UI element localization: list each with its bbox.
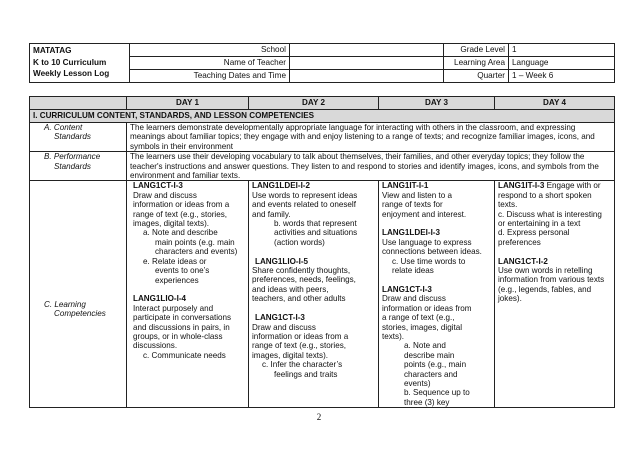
day4-line: (e.g., legends, fables, and — [498, 284, 592, 294]
day1-line: and discussions in pairs, in — [133, 322, 230, 332]
section-heading: I. CURRICULUM CONTENT, STANDARDS, AND LESSON COMPETENCIES — [30, 110, 615, 123]
day-1-competencies — [127, 181, 249, 408]
header-table — [29, 43, 615, 83]
day4-line: d. Express personal — [498, 228, 570, 238]
page-number: 2 — [316, 412, 322, 422]
day2-line: Draw and discuss — [252, 322, 316, 332]
day3-line: Draw and discuss — [382, 294, 446, 304]
learning-competencies-label-2: Competencies — [54, 309, 106, 319]
day-2-header: DAY 2 — [249, 97, 379, 110]
day1-line: discussions. — [133, 341, 178, 351]
day3-sub-b: three (3) key — [404, 397, 450, 407]
day4-line: Use own words in retelling — [498, 266, 593, 276]
day2-sub-c: feelings and traits — [274, 369, 338, 379]
day2-sub-b: activities and situations — [274, 228, 358, 238]
quarter-label: Quarter — [444, 70, 509, 83]
spacer — [133, 285, 245, 294]
day-1-header: DAY 1 — [127, 97, 249, 110]
day1-code-2: LANG1LIO-I-4 — [133, 294, 187, 304]
day3-sub-b: b. Sequence up to — [404, 388, 470, 398]
school-value[interactable] — [290, 44, 444, 57]
day3-line: Use language to express — [382, 237, 472, 247]
day3-code-3: LANG1CT-I-3 — [382, 284, 432, 294]
day-3-header: DAY 3 — [379, 97, 495, 110]
day1-line: images, digital texts). — [133, 219, 210, 229]
day2-sub-b: (action words) — [274, 237, 325, 247]
day3-line: View and listen to a — [382, 190, 453, 200]
day1-sub-a: a. Note and describe — [143, 228, 218, 238]
day2-line: and family. — [252, 209, 291, 219]
lesson-log-table — [29, 96, 615, 408]
day4-line: respond to a short spoken — [498, 190, 592, 200]
day4-line: information from various texts — [498, 275, 605, 285]
school-label: School — [130, 44, 290, 57]
day4-line: preferences — [498, 237, 541, 247]
teacher-label: Name of Teacher — [130, 57, 290, 70]
day3-sub-c: relate ideas — [392, 266, 434, 276]
content-standards-label-1: A. Content — [44, 123, 83, 132]
day1-line: Interact purposely and — [133, 303, 214, 313]
day3-code-2: LANG1LDEI-I-3 — [382, 228, 441, 238]
day2-line: teachers, and other adults — [252, 294, 346, 304]
day1-line: information or ideas from a — [133, 200, 230, 210]
day3-sub-a: points (e.g., main — [404, 360, 467, 370]
day2-line: Use words to represent ideas — [252, 190, 358, 200]
day3-sub-a: characters and — [404, 369, 458, 379]
content-standards-label — [30, 123, 127, 152]
day1-sub-e: e. Relate ideas or — [143, 256, 207, 266]
day1-sub-e: events to one’s — [155, 266, 210, 276]
day2-line: range of text (e.g., stories, — [252, 341, 347, 351]
day4-line: c. Discuss what is interesting — [498, 209, 602, 219]
day3-sub-a: a. Note and — [404, 341, 446, 351]
spacer — [382, 275, 491, 284]
day2-code-1: LANG1LDEI-I-2 — [252, 181, 311, 191]
day4-line: texts. — [498, 200, 518, 210]
grade-level-value[interactable]: 1 — [509, 44, 615, 57]
day3-line: texts). — [382, 331, 405, 341]
learning-area-value[interactable]: Language — [509, 57, 615, 70]
day1-sub-e: experiences — [155, 275, 199, 285]
content-standards-text: The learners demonstrate developmentally appropriate language for interacting with others in the classroom, and expressing meanings about familiar topics; they engage with and enjoy listening to a range of texts; and recognize familiar images, icons, and symbols in their environment — [127, 123, 615, 152]
spacer — [382, 219, 491, 228]
day2-line: preferences, needs, feelings, — [252, 275, 356, 285]
day-4-competencies — [495, 181, 615, 408]
day3-line: range of texts for — [382, 200, 443, 210]
day1-sub-a: characters and events) — [155, 247, 238, 257]
learning-competencies-label-1: C. Learning — [44, 299, 86, 309]
day4-line: or entertaining in a text — [498, 219, 581, 229]
teacher-value[interactable] — [290, 57, 444, 70]
spacer — [252, 304, 375, 313]
performance-standards-label — [30, 152, 127, 181]
day1-sub-c: c. Communicate needs — [143, 350, 226, 360]
day-2-competencies — [249, 181, 379, 408]
day3-line: connections between ideas. — [382, 247, 482, 257]
curriculum-title — [30, 44, 130, 83]
grade-level-label: Grade Level — [444, 44, 509, 57]
day3-code-1: LANG1IT-I-1 — [382, 181, 429, 191]
day2-line: and events related to oneself — [252, 200, 356, 210]
day2-line: and ideas with peers, — [252, 284, 329, 294]
learning-competencies-label — [30, 181, 127, 408]
day1-line: participate in conversations — [133, 313, 232, 323]
dates-label: Teaching Dates and Time — [130, 70, 290, 83]
day2-sub-c: c. Infer the character’s — [262, 360, 343, 370]
spacer — [498, 247, 611, 256]
content-standards-label-2: Standards — [54, 132, 91, 142]
day-header-blank — [30, 97, 127, 110]
day4-first-line — [498, 181, 611, 190]
day2-sub-b: b. words that represent — [274, 219, 357, 229]
day4-code-1: LANG1IT-I-3 — [498, 181, 545, 191]
day-4-header: DAY 4 — [495, 97, 615, 110]
performance-standards-text: The learners use their developing vocabulary to talk about themselves, their families, and other everyday topics; they follow the teacher's instructions and answer questions. They listen to and respond to stories and identify images, icons, and symbols from the environment and familiar texts. — [127, 152, 615, 181]
day2-code-2: LANG1LIO-I-5 — [255, 256, 309, 266]
day1-code-1: LANG1CT-I-3 — [133, 181, 183, 191]
learning-area-label: Learning Area — [444, 57, 509, 70]
day4-line: jokes). — [498, 294, 522, 304]
title-line-2: K to 10 Curriculum — [33, 57, 107, 67]
day4-code-1-rest: Engage with or — [544, 181, 601, 191]
day3-sub-c: c. Use time words to — [392, 256, 466, 266]
day2-line: images, digital texts). — [252, 350, 329, 360]
quarter-value[interactable]: 1 – Week 6 — [509, 70, 615, 83]
day2-line: information or ideas from a — [252, 331, 349, 341]
day3-line: enjoyment and interest. — [382, 209, 467, 219]
day1-line: Draw and discuss — [133, 190, 197, 200]
day1-sub-a: main points (e.g. main — [155, 237, 235, 247]
title-line-3: Weekly Lesson Log — [33, 69, 110, 78]
day3-sub-a: events) — [404, 378, 431, 388]
performance-standards-label-1: B. Performance — [44, 152, 101, 162]
day3-sub-a: describe main — [404, 350, 455, 360]
day3-line: information or ideas from — [382, 303, 472, 313]
dates-value[interactable] — [290, 70, 444, 83]
day4-code-2: LANG1CT-I-2 — [498, 256, 548, 266]
spacer — [252, 247, 375, 256]
day3-line: a range of text (e.g., — [382, 313, 455, 323]
day2-line: Share confidently thoughts, — [252, 266, 351, 276]
title-line-1: MATATAG — [33, 46, 72, 55]
performance-standards-label-2: Standards — [54, 161, 91, 171]
day1-line: range of text (e.g., stories, — [133, 209, 228, 219]
day1-line: groups, or in whole-class — [133, 331, 223, 341]
day2-code-3: LANG1CT-I-3 — [255, 313, 305, 323]
day3-line: stories, images, digital — [382, 322, 463, 332]
day-3-competencies — [379, 181, 495, 408]
